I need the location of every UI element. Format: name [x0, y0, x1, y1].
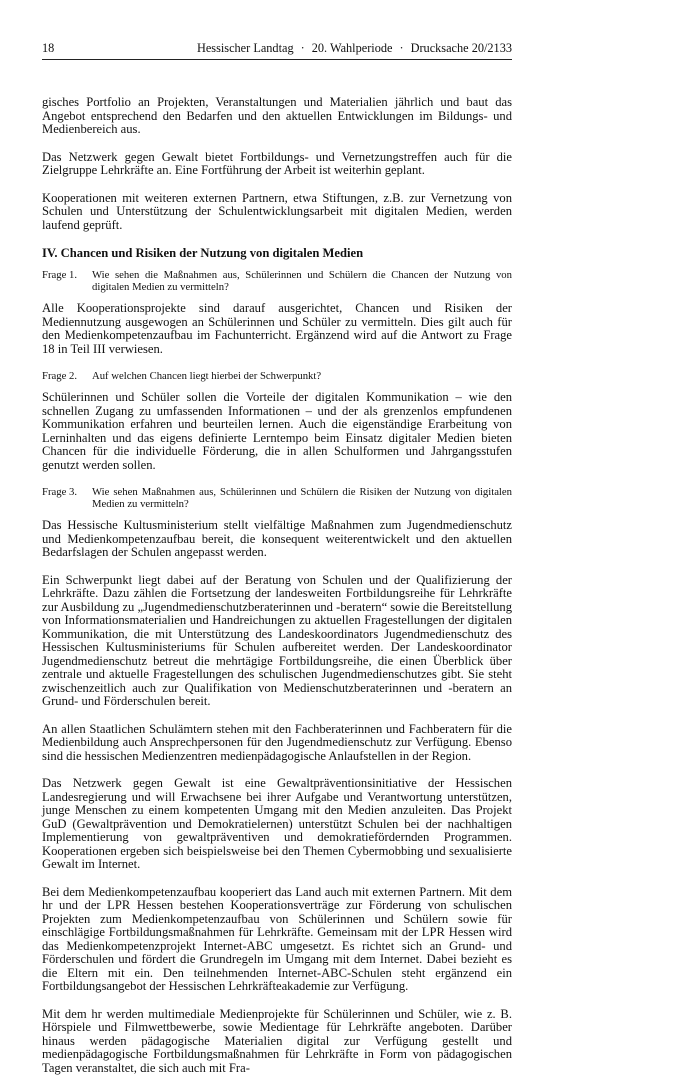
document-reference: Drucksache 20/2133: [410, 41, 512, 55]
header-rule: [42, 59, 512, 60]
answer-paragraph: Alle Kooperationsprojekte sind darauf ausgerichtet, Chancen und Risiken der Mediennutzung ausgewogen an Schülerinnen und Schüler zu vermitteln. Dies gilt auch für den Medienkompetenzaufbau im Fachunterricht. Ergänzend wird auf die Antwort zu Frage 18 in Teil III verwiesen.: [42, 301, 512, 356]
answer-paragraph: Schülerinnen und Schüler sollen die Vorteile der digitalen Kommunikation – wie den schnellen Zugang zu umfassenden Informationen – und der als grenzenlos empfundenen Kommunikation erfahren und beurteilen lernen. Auch die eigenständige Erarbeitung von Lerninhalten und das eigens definierte Lerntempo beim Einsatz digitaler Medien bieten Chancen für die individuelle Förderung, die in allen Schulformen und Jahrgangsstufen genutzt werden sollen.: [42, 390, 512, 472]
answer-paragraph: Bei dem Medienkompetenzaufbau kooperiert das Land auch mit externen Partnern. Mit dem hr und der LPR Hessen bestehen Kooperationsverträge zur Förderung von schulischen Projekten zum Medienkompetenzaufbau von Schülerinnen und Schülern sowie für einschlägige Fortbildungsmaßnahmen für Lehrkräfte. Gemeinsam mit der LPR Hessen wird das Medienkompetenzprojekt Internet-ABC umgesetzt. Es richtet sich an Grund- und Förderschulen und fördert die Grundregeln im Umgang mit dem Internet. Dabei bezieht es die Eltern mit ein. Den teilnehmenden Internet-ABC-Schulen steht ergänzend ein Fortbildungsangebot der Hessischen Lehrkräfteakademie zur Verfügung.: [42, 884, 512, 993]
question-label: Frage 1.: [42, 269, 78, 281]
question-text: Wie sehen Maßnahmen aus, Schülerinnen und Schülern die Risiken der Nutzung von digitalen Medien zu vermitteln?: [92, 486, 512, 510]
body-paragraph: Das Netzwerk gegen Gewalt bietet Fortbildungs- und Vernetzungstreffen auch für die Zielgruppe Lehrkräfte an. Eine Fortführung der Arbeit ist weiterhin geplant.: [42, 149, 512, 177]
section-heading: IV. Chancen und Risiken der Nutzung von digitalen Medien: [42, 246, 364, 260]
answer-paragraph: Das Hessische Kultusministerium stellt vielfältige Maßnahmen zum Jugendmedienschutz und Medienkompetenzaufbau bereit, die konsequent weiterentwickelt und den aktuellen Bedarfslagen der Schulen angepasst werden.: [42, 518, 512, 559]
header-separator: ·: [399, 41, 404, 55]
question-1: [42, 269, 512, 293]
answer-paragraph: Mit dem hr werden multimediale Medienprojekte für Schülerinnen und Schüler, wie z. B. Hörspiele und Filmwettbewerbe, sowie Medientage für Lehrkräfte angeboten. Darüber hinaus werden pädagogische Materialien digital zur Verfügung gestellt und medienpädagogische Fortbildungsmaßnahmen für Lehrkräfte in Form von pädagogischen Tagen veranstaltet, die sich auch mit Fra-: [42, 1006, 512, 1075]
publisher-name: Hessischer Landtag: [196, 41, 294, 55]
running-header: [197, 41, 512, 55]
question-text: Wie sehen die Maßnahmen aus, Schülerinnen und Schülern die Chancen der Nutzung von digitalen Medien zu vermitteln?: [92, 269, 512, 293]
question-text: Auf welchen Chancen liegt hierbei der Schwerpunkt?: [92, 370, 322, 382]
answer-paragraph: Das Netzwerk gegen Gewalt ist eine Gewaltpräventionsinitiative der Hessischen Landesregierung und will Erwachsene bei ihrer Aufgabe und Verantwortung unterstützen, junge Menschen zu einem kompetenten Umgang mit den Medien anzuleiten. Das Projekt GuD (Gewaltprävention und Demokratielernen) unterstützt Schulen bei der nachhaltigen Implementierung von gewaltpräventiven und demokratiefördernden Programmen. Kooperationen ergeben sich beispielsweise bei den Themen Cybermobbing und sexualisierte Gewalt im Internet.: [42, 776, 512, 871]
body-paragraph: gisches Portfolio an Projekten, Veranstaltungen und Materialien jährlich und baut das Angebot entsprechend den Bedarfen und den aktuellen Entwicklungen im Bildungs- und Medienbereich aus.: [42, 95, 512, 136]
legislative-period: 20. Wahlperiode: [311, 41, 393, 55]
answer-paragraph: Ein Schwerpunkt liegt dabei auf der Beratung von Schulen und der Qualifizierung der Lehrkräfte. Dazu zählen die Fortsetzung der landesweiten Fortbildungsreihe für Lehrkräfte zur Ausbildung zu „Jugendmedienschutzberaterinnen und -beratern“ sowie die Bereitstellung von Informationsmaterialien und Handreichungen zu aktuellen Fragestellungen der digitalen Kommunikation, die mit Unterstützung des Landeskoordinators Jugendmedienschutz des Hessischen Kultusministeriums für Schulen aufbereitet werden. Der Landeskoordinator Jugendmedienschutz betreut die mehrtägige Fortbildungsreihe, die einen Überblick über zentrale und aktuelle Fragestellungen des schulischen Jugendmedienschutzes gibt. Sie steht zwischenzeitlich auch zur Qualifikation von Medienschutzberaterinnen und -beratern an Grund- und Förderschulen bereit.: [42, 572, 513, 708]
document-body: [42, 96, 512, 1089]
page-number: 18: [42, 41, 55, 55]
question-2: [42, 370, 512, 382]
question-label: Frage 3.: [42, 486, 78, 498]
answer-paragraph: An allen Staatlichen Schulämtern stehen mit den Fachberaterinnen und Fachberatern für die Medienbildung auch Ansprechpersonen für den Jugendmedienschutz zur Verfügung. Ebenso sind die hessischen Medienzentren medienpädagogische Anlaufstellen in der Region.: [42, 721, 512, 763]
question-3: [42, 486, 512, 510]
body-paragraph: Kooperationen mit weiteren externen Partnern, etwa Stiftungen, z.B. zur Vernetzung von Schulen und Unterstützung der Schulentwicklungsarbeit mit digitalen Medien, werden laufend geprüft.: [42, 190, 512, 232]
question-label: Frage 2.: [42, 370, 78, 382]
header-separator: ·: [300, 41, 305, 55]
